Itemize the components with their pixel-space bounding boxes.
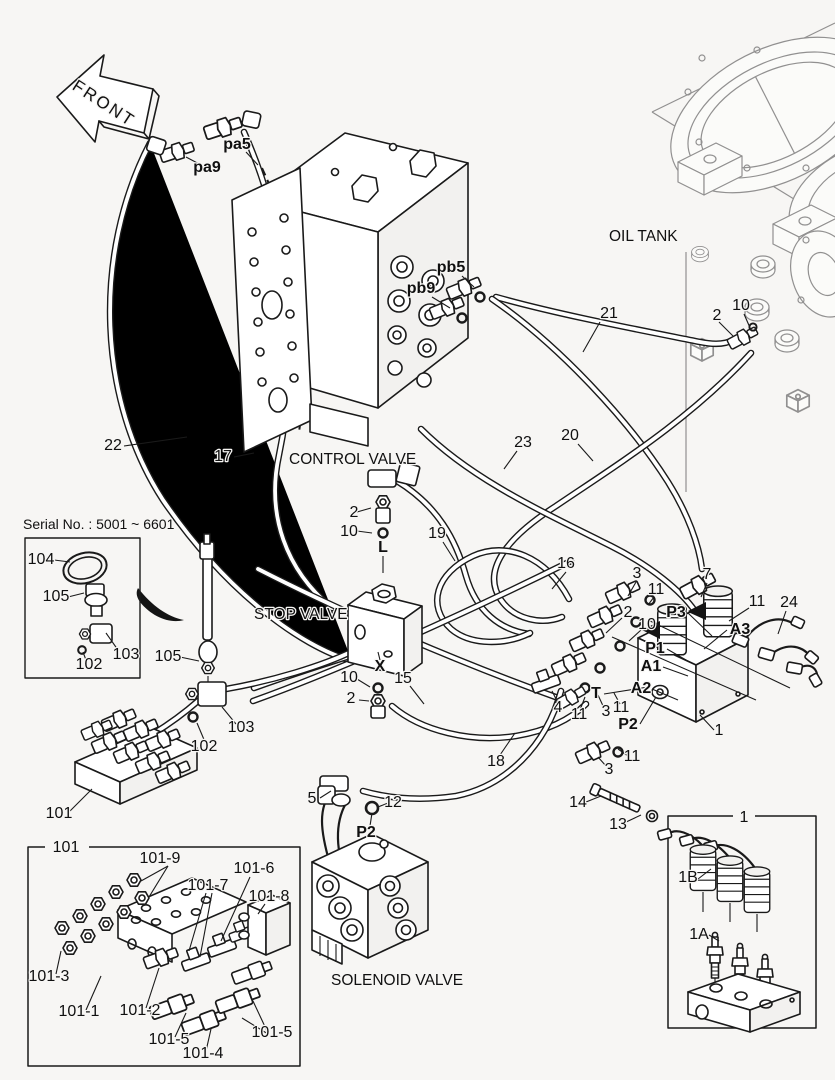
part-label: 101-3 xyxy=(28,968,70,985)
part-label: 2 xyxy=(623,604,633,621)
part-label: pa5 xyxy=(223,136,251,153)
part-label: 10 xyxy=(732,297,750,314)
part-label: P3 xyxy=(666,604,686,621)
solenoid-valve-illustration xyxy=(312,776,428,964)
inset-1-title: 1 xyxy=(739,809,749,826)
part-label: 4 xyxy=(553,699,563,716)
part-label: 1A xyxy=(689,926,709,943)
part-label: 103 xyxy=(112,646,140,663)
part-label: 7 xyxy=(702,566,712,583)
part-label: P2 xyxy=(618,716,638,733)
part-label: 101-5 xyxy=(251,1024,293,1041)
part-label: pb9 xyxy=(406,280,436,297)
part-label: 14 xyxy=(569,794,587,811)
part-label: 101-8 xyxy=(248,888,290,905)
part-label: 20 xyxy=(561,427,579,444)
part-label: 22 xyxy=(104,437,122,454)
part-label: 101-9 xyxy=(139,850,181,867)
part-label: 1B xyxy=(678,869,698,886)
part-label: 23 xyxy=(514,434,532,451)
part-label: 11 xyxy=(612,699,630,716)
part-label: 1 xyxy=(714,722,724,739)
part-label: A2 xyxy=(630,680,652,697)
part-label: T xyxy=(591,685,601,702)
part-label: 2 xyxy=(346,690,356,707)
part-label: 105 xyxy=(42,588,70,605)
part-label: 101-7 xyxy=(187,877,229,894)
part-label: pa9 xyxy=(193,159,221,176)
part-label: L xyxy=(378,539,388,556)
part-label: 11 xyxy=(647,581,665,598)
part-label: A3 xyxy=(729,621,751,638)
part-label: P2 xyxy=(356,824,376,841)
part-label: 10 xyxy=(340,523,358,540)
part-label: 10 xyxy=(340,669,358,686)
inset-1 xyxy=(657,808,816,1032)
inset-101-title: 101 xyxy=(52,839,80,856)
part-label: pb5 xyxy=(436,259,466,276)
oil-tank-illustration xyxy=(645,5,835,492)
part-label: 5 xyxy=(307,790,317,807)
part-label: 17 xyxy=(214,448,232,465)
part-label: 101 xyxy=(45,805,73,822)
part-label: 16 xyxy=(557,555,575,572)
part-label: 18 xyxy=(487,753,505,770)
part-label: 3 xyxy=(632,565,642,582)
part-label: A1 xyxy=(640,658,662,675)
serial-note: Serial No. : 5001 ~ 6601 xyxy=(23,516,175,532)
part-label: 101-4 xyxy=(182,1045,224,1062)
part-label: 3 xyxy=(601,703,611,720)
oil-tank-label: OIL TANK xyxy=(609,228,678,245)
part-label: 103 xyxy=(227,719,255,736)
part-label: 11 xyxy=(570,706,588,723)
part-label: 12 xyxy=(384,794,402,811)
part-label: 102 xyxy=(190,738,218,755)
part-label: 3 xyxy=(604,761,614,778)
part-label: 19 xyxy=(428,525,446,542)
part-label: 101-6 xyxy=(233,860,275,877)
stop-valve-label: STOP VALVE xyxy=(254,606,348,623)
part-label: 101-5 xyxy=(148,1031,190,1048)
part-label: 24 xyxy=(780,594,798,611)
part-label: 13 xyxy=(609,816,627,833)
part-label: P1 xyxy=(645,640,665,657)
part-label: 104 xyxy=(27,551,55,568)
part-label: 105 xyxy=(154,648,182,665)
solenoid-valve-label: SOLENOID VALVE xyxy=(331,972,464,989)
control-valve-label: CONTROL VALVE xyxy=(289,451,417,468)
part-label: 2 xyxy=(712,307,722,324)
part-label: 101-1 xyxy=(58,1003,100,1020)
part-label: 15 xyxy=(394,670,412,687)
front-arrow-label: FRONT xyxy=(69,76,139,131)
part-label: 11 xyxy=(748,593,766,610)
part-label: 101-2 xyxy=(119,1002,161,1019)
part-label: 11 xyxy=(623,748,641,765)
part-label: 102 xyxy=(75,656,103,673)
part-label: X xyxy=(374,658,386,675)
part-label: 2 xyxy=(349,504,359,521)
part-label: 10 xyxy=(638,616,656,633)
part-label: 21 xyxy=(600,305,618,322)
